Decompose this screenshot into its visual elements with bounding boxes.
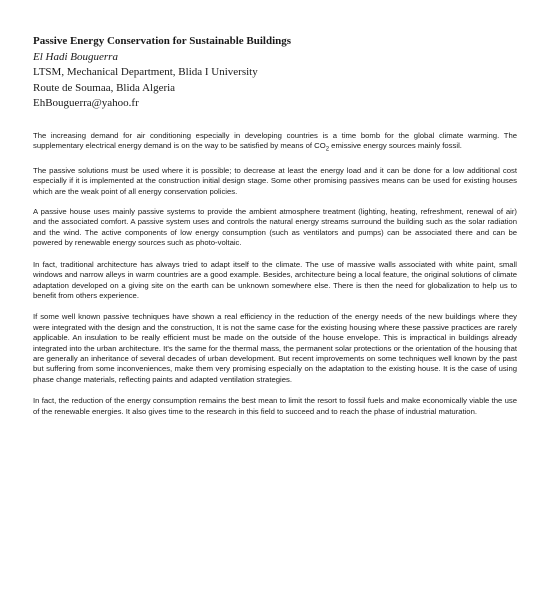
paper-header: [33, 34, 517, 112]
document-page: [33, 34, 517, 428]
paragraph-6: In fact, the reduction of the energy consumption remains the best mean to limit the resort to fossil fuels and make economically viable the use of the renewable energies. It also gives time to the research in this field to succeed and to reach the phase of industrial maturation.: [33, 396, 517, 416]
author-email: EhBouguerra@yahoo.fr: [33, 97, 139, 109]
paragraph-1: [33, 131, 517, 155]
author-address: Route de Soumaa, Blida Algeria: [33, 81, 176, 94]
paragraph-1-text-b: emissive energy sources mainly fossil.: [329, 140, 462, 150]
paragraph-3: A passive house uses mainly passive systems to provide the ambient atmosphere treatment (lighting, heating, refreshment, renewal of air) and the associated comfort. A passive system uses and controls the natural energy streams surround the building such as the solar radiation and the wind. The active components of low energy consumption (such as ventilators and pumps) can be associated there and can be powered by renewable energy sources such as photo-voltaic.: [33, 207, 517, 248]
author-affiliation: LTSM, Mechanical Department, Blida I University: [33, 66, 258, 78]
paper-body: [33, 131, 517, 417]
paragraph-5: If some well known passive techniques have shown a real efficiency in the reduction of the energy needs of the new buildings where they were integrated with the design and the construction, It is not the same case for the existing housing where these passive practices are rarely applicable. An insulation to be really efficient must be made on the outside of the house envelope. This is impractical in buildings already integrated into the urban architecture. It's the same for the thermal mass, the permanent solar protections or the orientation of the housing that are generally an inheritance of several decades of urban development. But recent improvements on some techniques well known by the past but suffering from some inconveniences, make them very promising especially on the adaptation to the existing house. It is the case of using phase change materials, reflecting paints and adapted ventilation strategies.: [33, 312, 517, 384]
paragraph-2: The passive solutions must be used where it is possible; to decrease at least the energy load and it can be done for a low additional cost especially if it is implemented at the construction initial design stage. Some other promising passives means can be used for existing houses which are the weak point of all energy conservation policies.: [33, 165, 517, 196]
paragraph-4: In fact, traditional architecture has always tried to adapt itself to the climate. The use of massive walls associated with white paint, small windows and narrow alleys in warm countries are a good example. Besides, architecture being a local feature, the original solutions of climate adaptation developed on a giving site on the earth can be unknown somewhere else. There is then the need for globalization to help us to benefit from others experience.: [33, 259, 517, 300]
author-name: El Hadi Bouguerra: [33, 50, 118, 63]
co2-subscript: 2: [325, 146, 330, 153]
paper-title: Passive Energy Conservation for Sustainable Buildings: [33, 35, 292, 47]
paragraph-1-text-a: The increasing demand for air conditioning especially in developing countries is a time bomb for the global climate warming. The supplementary electrical energy demand is on the way to be satisfied by means of CO: [33, 130, 517, 150]
